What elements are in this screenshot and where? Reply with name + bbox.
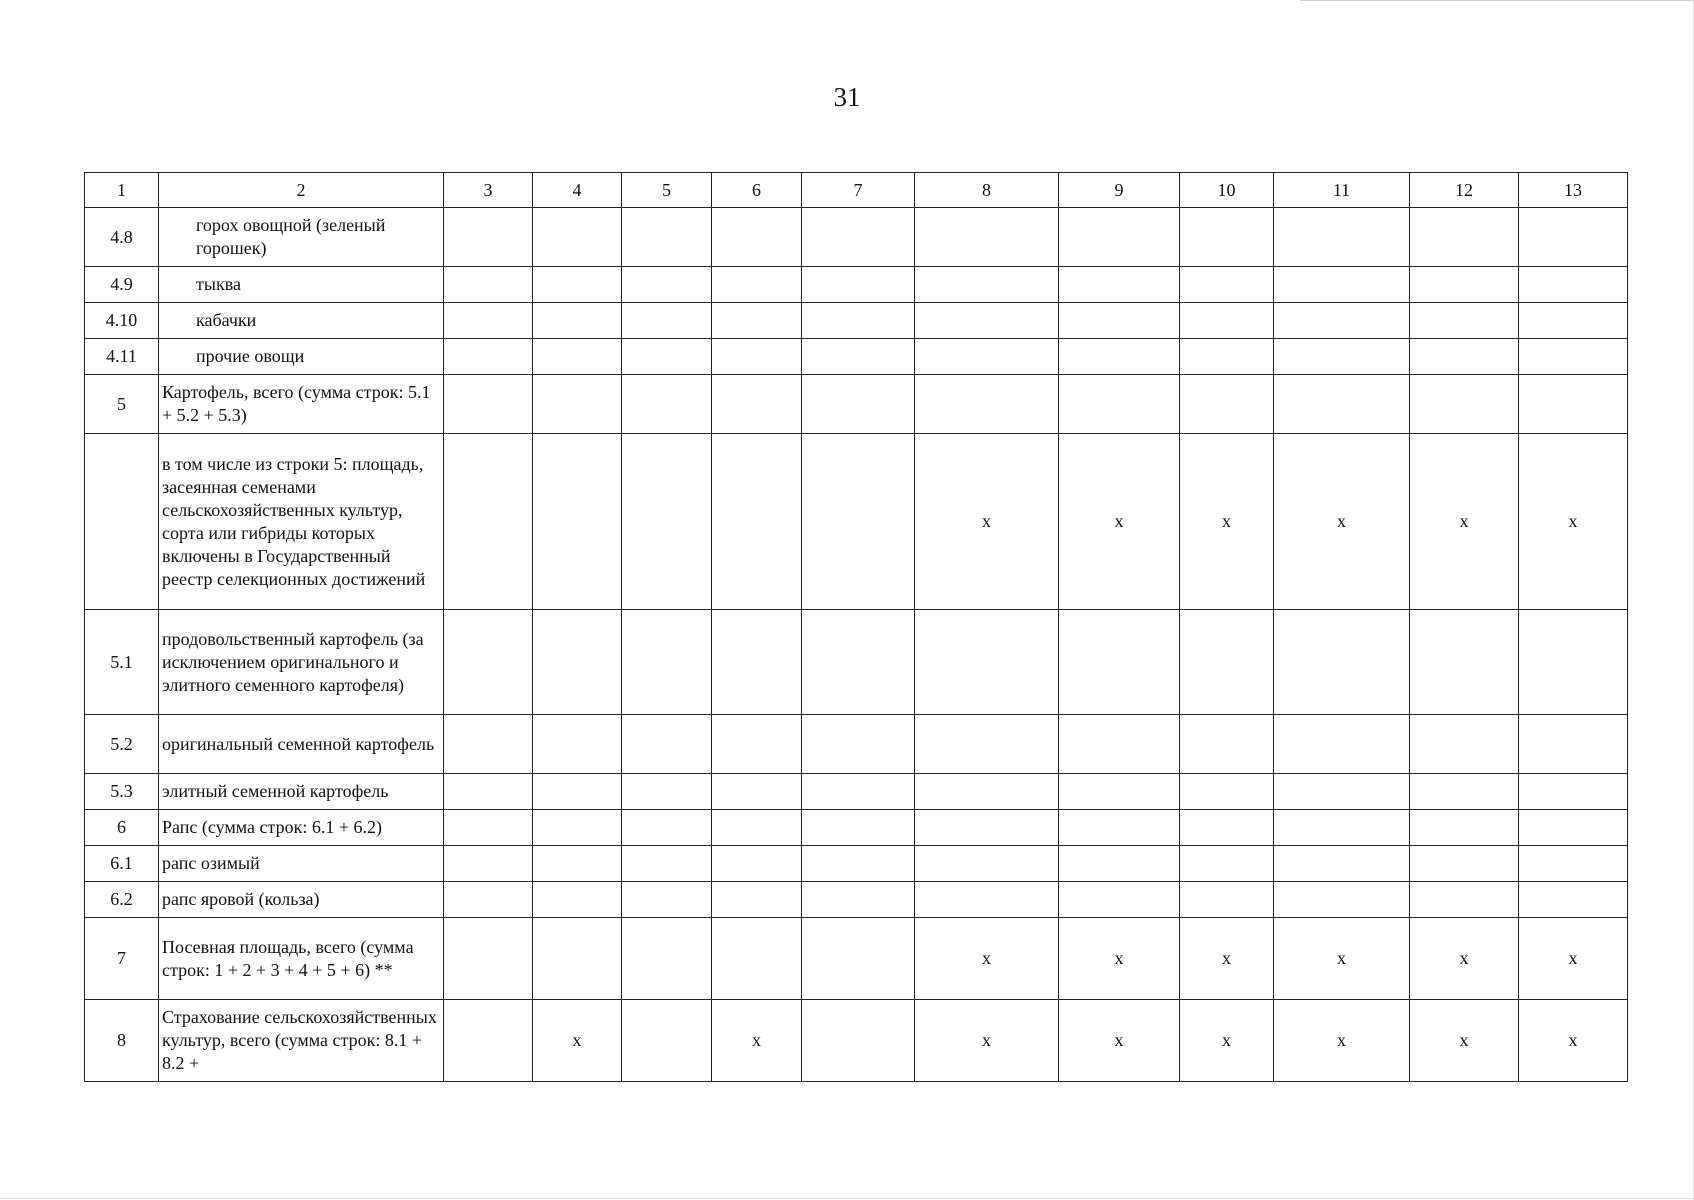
row-code-cell: 5.1 [85, 610, 159, 715]
row-code-cell: 4.9 [85, 267, 159, 303]
row-name-cell: рапс озимый [159, 846, 444, 882]
value-cell [1410, 846, 1519, 882]
value-cell [915, 846, 1059, 882]
value-cell [1180, 208, 1274, 267]
value-cell [1059, 846, 1180, 882]
value-cell [533, 375, 622, 434]
page-number: 31 [833, 82, 861, 112]
value-cell [1059, 610, 1180, 715]
value-cell [1059, 303, 1180, 339]
value-cell: x [1180, 1000, 1274, 1082]
value-cell [444, 267, 533, 303]
value-cell [802, 882, 915, 918]
value-cell [1180, 339, 1274, 375]
value-cell [622, 303, 712, 339]
value-cell [533, 339, 622, 375]
value-cell [915, 267, 1059, 303]
row-name-cell: рапс яровой (кольза) [159, 882, 444, 918]
value-cell [533, 715, 622, 774]
row-name-cell: Картофель, всего (сумма строк: 5.1 + 5.2 + 5.3) [159, 375, 444, 434]
value-cell: x [1274, 434, 1410, 610]
value-cell [1519, 610, 1628, 715]
table-row [85, 918, 1628, 1000]
value-cell [1274, 882, 1410, 918]
value-cell [1274, 303, 1410, 339]
value-cell [444, 610, 533, 715]
value-cell: x [915, 1000, 1059, 1082]
value-cell [444, 846, 533, 882]
value-cell [802, 715, 915, 774]
value-cell: x [1410, 1000, 1519, 1082]
value-cell [1410, 882, 1519, 918]
table-row [85, 774, 1628, 810]
value-cell [622, 774, 712, 810]
value-cell [622, 882, 712, 918]
value-cell [915, 715, 1059, 774]
value-cell [1274, 375, 1410, 434]
value-cell [712, 339, 802, 375]
table-row [85, 810, 1628, 846]
value-cell [802, 339, 915, 375]
header-cell: 8 [915, 173, 1059, 208]
value-cell [712, 882, 802, 918]
table-row [85, 610, 1628, 715]
header-cell: 11 [1274, 173, 1410, 208]
value-cell [622, 1000, 712, 1082]
row-code-cell: 6.1 [85, 846, 159, 882]
value-cell [802, 208, 915, 267]
value-cell [1180, 303, 1274, 339]
value-cell [1180, 715, 1274, 774]
header-cell: 10 [1180, 173, 1274, 208]
value-cell [802, 303, 915, 339]
value-cell: x [1180, 434, 1274, 610]
value-cell [444, 208, 533, 267]
value-cell [1410, 267, 1519, 303]
row-code-cell: 8 [85, 1000, 159, 1082]
row-name-cell: Страхование сельскохозяйственных культур, всего (сумма строк: 8.1 + 8.2 + [159, 1000, 444, 1082]
value-cell [802, 918, 915, 1000]
value-cell [712, 303, 802, 339]
row-code-cell: 5.2 [85, 715, 159, 774]
table-header-row [85, 173, 1628, 208]
value-cell [444, 882, 533, 918]
table-row [85, 1000, 1628, 1082]
row-name-cell: продовольственный картофель (за исключением оригинального и элитного семенного картофеля) [159, 610, 444, 715]
value-cell [1274, 339, 1410, 375]
value-cell: x [712, 1000, 802, 1082]
row-name-cell: Посевная площадь, всего (сумма строк: 1 + 2 + 3 + 4 + 5 + 6) ** [159, 918, 444, 1000]
value-cell [1519, 267, 1628, 303]
value-cell [712, 715, 802, 774]
header-cell: 9 [1059, 173, 1180, 208]
value-cell [1519, 810, 1628, 846]
value-cell: x [1410, 434, 1519, 610]
value-cell [1274, 774, 1410, 810]
value-cell [622, 434, 712, 610]
table-row [85, 434, 1628, 610]
value-cell [1059, 774, 1180, 810]
value-cell [712, 434, 802, 610]
value-cell [1519, 303, 1628, 339]
value-cell [622, 267, 712, 303]
value-cell [444, 810, 533, 846]
header-cell: 2 [159, 173, 444, 208]
value-cell [1180, 774, 1274, 810]
header-cell: 1 [85, 173, 159, 208]
row-code-cell: 4.10 [85, 303, 159, 339]
table-row [85, 375, 1628, 434]
value-cell [1180, 882, 1274, 918]
value-cell [444, 1000, 533, 1082]
value-cell [533, 208, 622, 267]
value-cell [802, 810, 915, 846]
value-cell [915, 810, 1059, 846]
value-cell [533, 774, 622, 810]
value-cell [915, 339, 1059, 375]
value-cell [533, 434, 622, 610]
value-cell: x [915, 434, 1059, 610]
value-cell [622, 918, 712, 1000]
value-cell [444, 715, 533, 774]
value-cell [1274, 846, 1410, 882]
value-cell [802, 375, 915, 434]
value-cell [1410, 810, 1519, 846]
row-code-cell: 4.8 [85, 208, 159, 267]
value-cell [1059, 375, 1180, 434]
value-cell [712, 208, 802, 267]
value-cell [444, 375, 533, 434]
value-cell [802, 774, 915, 810]
header-cell: 5 [622, 173, 712, 208]
header-cell: 12 [1410, 173, 1519, 208]
value-cell [712, 375, 802, 434]
value-cell: x [915, 918, 1059, 1000]
value-cell [802, 267, 915, 303]
value-cell [1519, 846, 1628, 882]
value-cell [1519, 774, 1628, 810]
value-cell [533, 610, 622, 715]
value-cell [444, 339, 533, 375]
row-name-cell: тыква [159, 267, 444, 303]
value-cell [915, 303, 1059, 339]
value-cell [622, 846, 712, 882]
value-cell [444, 434, 533, 610]
header-cell: 3 [444, 173, 533, 208]
scan-edge-bottom [0, 1198, 1694, 1199]
value-cell [802, 1000, 915, 1082]
row-code-cell: 4.11 [85, 339, 159, 375]
header-cell: 4 [533, 173, 622, 208]
value-cell [915, 610, 1059, 715]
table-row [85, 267, 1628, 303]
value-cell [1180, 810, 1274, 846]
value-cell [1410, 375, 1519, 434]
value-cell [444, 303, 533, 339]
value-cell: x [1519, 1000, 1628, 1082]
value-cell: x [1410, 918, 1519, 1000]
value-cell [712, 810, 802, 846]
table-row [85, 846, 1628, 882]
value-cell [533, 882, 622, 918]
value-cell [622, 339, 712, 375]
value-cell [712, 267, 802, 303]
value-cell [1274, 715, 1410, 774]
value-cell [1519, 208, 1628, 267]
value-cell [1180, 375, 1274, 434]
header-cell: 6 [712, 173, 802, 208]
value-cell [1519, 882, 1628, 918]
value-cell: x [1059, 918, 1180, 1000]
value-cell [622, 208, 712, 267]
header-cell: 7 [802, 173, 915, 208]
value-cell [1410, 208, 1519, 267]
value-cell [712, 918, 802, 1000]
value-cell [622, 810, 712, 846]
value-cell [444, 918, 533, 1000]
value-cell [1410, 610, 1519, 715]
value-cell: x [1059, 1000, 1180, 1082]
value-cell: x [533, 1000, 622, 1082]
value-cell [802, 434, 915, 610]
value-cell [1410, 303, 1519, 339]
value-cell [1059, 208, 1180, 267]
value-cell [1274, 267, 1410, 303]
value-cell [1059, 339, 1180, 375]
row-name-cell: горох овощной (зеленый горошек) [159, 208, 444, 267]
row-name-cell: Рапс (сумма строк: 6.1 + 6.2) [159, 810, 444, 846]
value-cell [533, 303, 622, 339]
value-cell [533, 846, 622, 882]
value-cell [533, 918, 622, 1000]
value-cell [1410, 715, 1519, 774]
value-cell: x [1059, 434, 1180, 610]
value-cell [915, 375, 1059, 434]
value-cell [1274, 810, 1410, 846]
value-cell [1059, 715, 1180, 774]
value-cell [1274, 610, 1410, 715]
value-cell [802, 846, 915, 882]
value-cell [1059, 882, 1180, 918]
value-cell [1410, 339, 1519, 375]
value-cell [1519, 339, 1628, 375]
value-cell [1519, 375, 1628, 434]
value-cell [1180, 846, 1274, 882]
row-name-cell: элитный семенной картофель [159, 774, 444, 810]
row-code-cell: 7 [85, 918, 159, 1000]
row-name-cell: в том числе из строки 5: площадь, засеянная семенами сельскохозяйственных культур, сорта или гибриды которых включены в Государственный реестр селекционных достижений [159, 434, 444, 610]
value-cell [712, 846, 802, 882]
value-cell [712, 774, 802, 810]
value-cell [1059, 267, 1180, 303]
value-cell [622, 715, 712, 774]
value-cell [1519, 715, 1628, 774]
header-cell: 13 [1519, 173, 1628, 208]
value-cell [802, 610, 915, 715]
value-cell [1180, 267, 1274, 303]
row-name-cell: прочие овощи [159, 339, 444, 375]
table-row [85, 715, 1628, 774]
table-row [85, 882, 1628, 918]
value-cell [444, 774, 533, 810]
value-cell [1180, 610, 1274, 715]
value-cell [622, 610, 712, 715]
value-cell: x [1519, 918, 1628, 1000]
scan-edge-top [1300, 0, 1694, 1]
row-code-cell [85, 434, 159, 610]
value-cell [533, 810, 622, 846]
value-cell: x [1519, 434, 1628, 610]
value-cell [712, 610, 802, 715]
value-cell [1410, 774, 1519, 810]
value-cell: x [1180, 918, 1274, 1000]
value-cell [915, 774, 1059, 810]
table-row [85, 339, 1628, 375]
value-cell [622, 375, 712, 434]
row-code-cell: 6.2 [85, 882, 159, 918]
row-name-cell: оригинальный семенной картофель [159, 715, 444, 774]
value-cell [1059, 810, 1180, 846]
row-code-cell: 5.3 [85, 774, 159, 810]
row-code-cell: 6 [85, 810, 159, 846]
value-cell [533, 267, 622, 303]
table-row [85, 303, 1628, 339]
row-name-cell: кабачки [159, 303, 444, 339]
row-code-cell: 5 [85, 375, 159, 434]
table-row [85, 208, 1628, 267]
value-cell: x [1274, 1000, 1410, 1082]
value-cell [915, 208, 1059, 267]
value-cell [1274, 208, 1410, 267]
value-cell: x [1274, 918, 1410, 1000]
value-cell [915, 882, 1059, 918]
data-table [84, 172, 1628, 1082]
